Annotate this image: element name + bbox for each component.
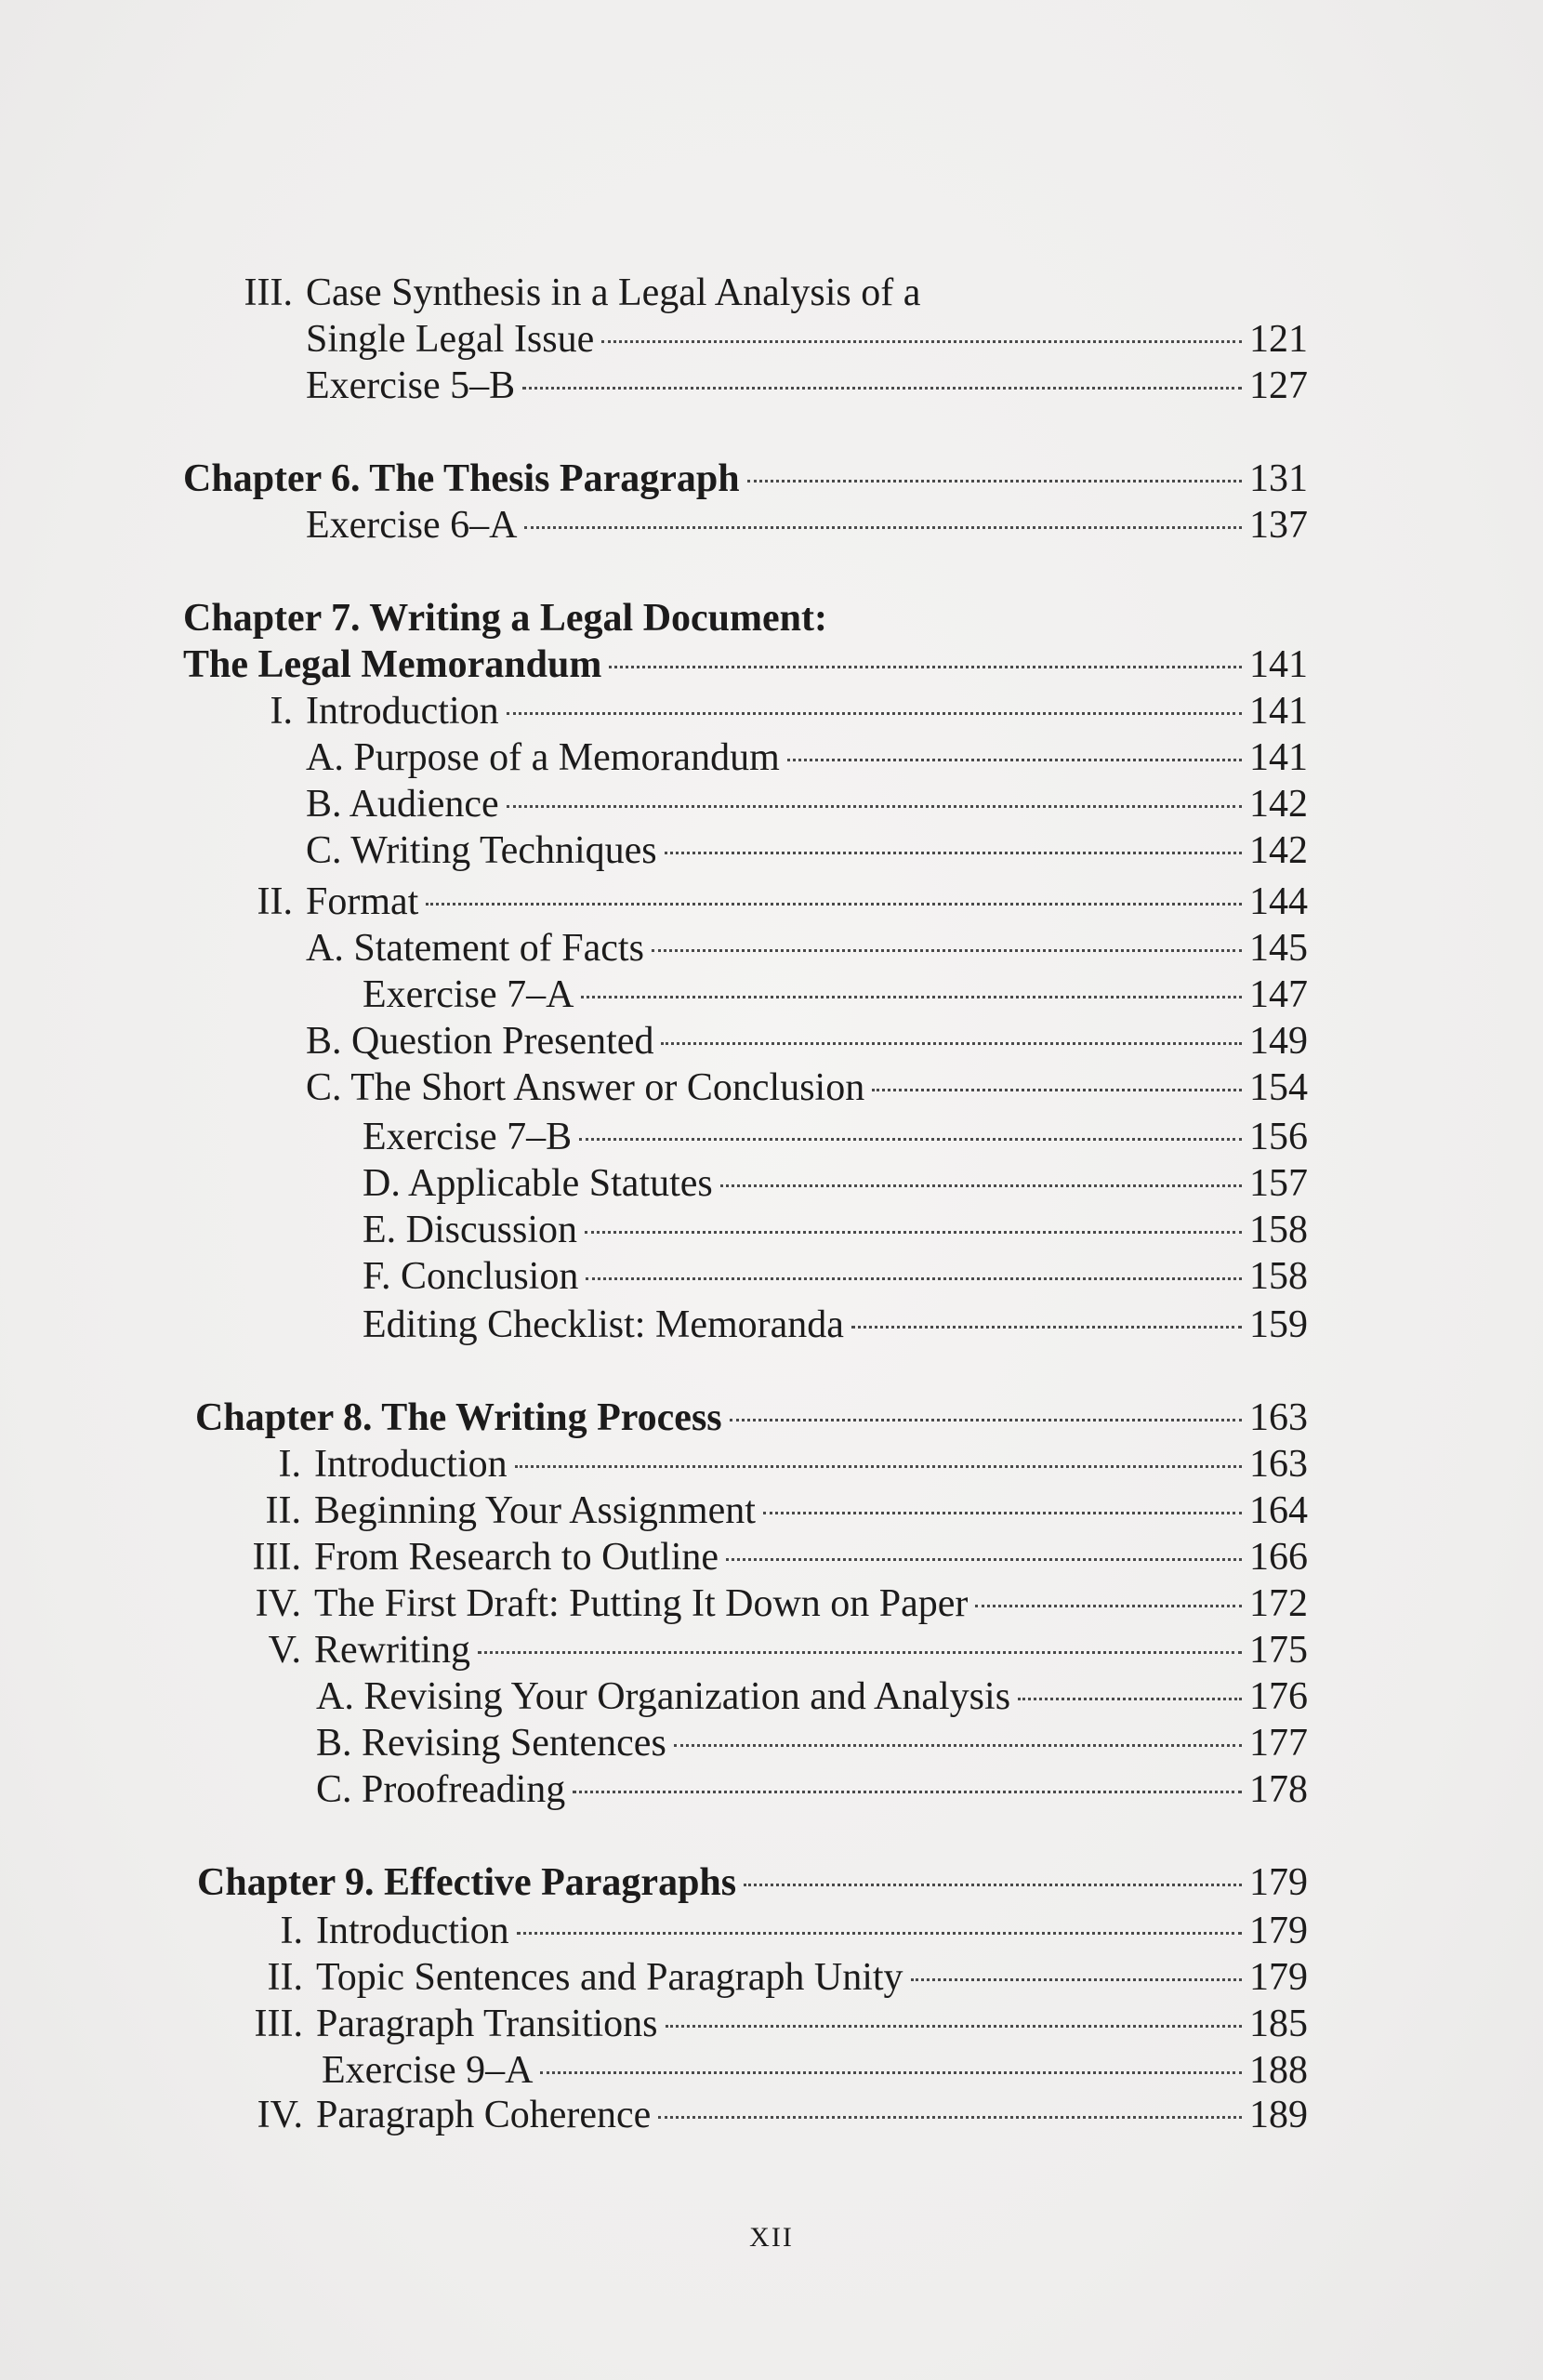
- toc-entry-title: C. Writing Techniques: [306, 829, 657, 872]
- toc-page-number: 177: [1249, 1722, 1308, 1765]
- dot-leader: [585, 1231, 1242, 1234]
- toc-page-number: 158: [1249, 1209, 1308, 1251]
- toc-entry-title: The First Draft: Putting It Down on Paper: [314, 1582, 969, 1625]
- toc-page-number: 189: [1249, 2094, 1308, 2136]
- toc-entry-title: D. Applicable Statutes: [363, 1162, 713, 1205]
- toc-page-number: 149: [1249, 1020, 1308, 1063]
- toc-entry-title: Editing Checklist: Memoranda: [363, 1303, 844, 1346]
- toc-entry: [316, 1766, 1308, 1813]
- toc-entry-title: C. The Short Answer or Conclusion: [306, 1066, 865, 1109]
- toc-entry-title: Exercise 7–A: [363, 973, 574, 1016]
- toc-page-number: 157: [1249, 1162, 1308, 1205]
- toc-entry: [306, 1018, 1308, 1064]
- toc-entry-title: B. Audience: [306, 783, 499, 826]
- dot-leader: [658, 2116, 1242, 2119]
- toc-entry-title: F. Conclusion: [363, 1255, 579, 1298]
- toc-entry-title: Topic Sentences and Paragraph Unity: [316, 1956, 903, 1999]
- toc-page-number: 137: [1249, 504, 1308, 547]
- toc-page-number: 163: [1249, 1443, 1308, 1486]
- toc-entry-title: B. Question Presented: [306, 1020, 654, 1063]
- toc-entry-title: Introduction: [314, 1443, 508, 1486]
- dot-leader: [730, 1419, 1242, 1421]
- toc-page-number: 178: [1249, 1768, 1308, 1811]
- toc-entry-title: A. Revising Your Organization and Analysis: [316, 1675, 1011, 1718]
- dot-leader: [975, 1605, 1242, 1607]
- toc-page-number: 142: [1249, 783, 1308, 826]
- toc-entry: [316, 1673, 1308, 1720]
- toc-entry-number: I.: [278, 1443, 301, 1486]
- dot-leader: [540, 2071, 1242, 2074]
- toc-entry-title: From Research to Outline: [314, 1536, 719, 1579]
- toc-entry-title: Exercise 6–A: [306, 504, 518, 547]
- toc-page-number: 145: [1249, 927, 1308, 970]
- toc-entry-number: II.: [265, 1489, 301, 1532]
- toc-chapter-entry: [183, 641, 1308, 688]
- toc-entry-title: Chapter 9. Effective Paragraphs: [197, 1861, 737, 1904]
- toc-entry-title: Chapter 7. Writing a Legal Document:: [183, 597, 827, 640]
- page-folio: XII: [749, 2222, 794, 2253]
- toc-entry: [244, 688, 1308, 734]
- toc-entry: [306, 502, 1308, 549]
- toc-entry-number: III.: [244, 271, 293, 314]
- toc-page-number: 176: [1249, 1675, 1308, 1718]
- toc-chapter-entry: [197, 1859, 1308, 1906]
- toc-entry: [363, 1253, 1308, 1300]
- dot-leader: [1018, 1698, 1242, 1700]
- toc-entry: [236, 2001, 1308, 2047]
- toc-entry-number: II.: [257, 880, 293, 923]
- dot-leader: [665, 852, 1242, 854]
- toc-entry: [363, 1160, 1308, 1207]
- dot-leader: [586, 1277, 1242, 1280]
- toc-entry-title: Case Synthesis in a Legal Analysis of a: [306, 271, 921, 314]
- dot-leader: [426, 903, 1242, 906]
- toc-entry-number: III.: [252, 1536, 301, 1579]
- toc-entry-number: V.: [268, 1629, 301, 1672]
- toc-entry: [245, 1954, 1308, 2001]
- dot-leader: [720, 1184, 1242, 1187]
- dot-leader: [609, 666, 1242, 668]
- toc-entry-title: Exercise 5–B: [306, 364, 516, 407]
- toc-entry-number: III.: [254, 2003, 303, 2045]
- toc-entry-title: Introduction: [306, 690, 499, 733]
- toc-entry-title: Exercise 7–B: [363, 1116, 573, 1158]
- toc-page-number: 179: [1249, 1861, 1308, 1904]
- toc-entry: [306, 734, 1308, 781]
- toc-entry-title: Introduction: [316, 1910, 509, 1952]
- toc-entry-title: The Legal Memorandum: [183, 643, 602, 686]
- toc-entry: [322, 2047, 1308, 2094]
- toc-entry: [306, 827, 1308, 874]
- toc-page-number: 179: [1249, 1910, 1308, 1952]
- toc-page-number: 141: [1249, 690, 1308, 733]
- dot-leader: [579, 1138, 1242, 1141]
- dot-leader: [601, 340, 1242, 343]
- toc-entry: [306, 1064, 1308, 1111]
- toc-page-number: 121: [1249, 318, 1308, 361]
- toc-page-number: 164: [1249, 1489, 1308, 1532]
- toc-entry: [237, 879, 1308, 925]
- dot-leader: [581, 996, 1242, 998]
- dot-leader: [872, 1089, 1242, 1091]
- toc-page-number: 144: [1249, 880, 1308, 923]
- toc-entry: [316, 1720, 1308, 1766]
- toc-entry: [363, 1302, 1308, 1348]
- toc-entry-title: C. Proofreading: [316, 1768, 566, 1811]
- toc-entry-title: Chapter 6. The Thesis Paragraph: [183, 457, 740, 500]
- toc-entry-title: Rewriting: [314, 1629, 470, 1672]
- toc-entry-title: Single Legal Issue: [306, 318, 595, 361]
- toc-entry: [251, 1908, 1308, 1954]
- toc-entry: [306, 781, 1308, 827]
- toc-entry-title: Chapter 8. The Writing Process: [195, 1396, 722, 1439]
- toc-page-number: 127: [1249, 364, 1308, 407]
- toc-entry-title: A. Purpose of a Memorandum: [306, 736, 780, 779]
- toc-page-number: 131: [1249, 457, 1308, 500]
- toc-page-number: 159: [1249, 1303, 1308, 1346]
- toc-entry: [238, 2092, 1308, 2138]
- dot-leader: [478, 1651, 1242, 1654]
- toc-entry: [363, 1207, 1308, 1253]
- toc-page-number: 179: [1249, 1956, 1308, 1999]
- toc-entry-number: I.: [280, 1910, 303, 1952]
- toc-entry: [306, 363, 1308, 409]
- toc-entry-number: II.: [267, 1956, 303, 1999]
- toc-entry-title: Exercise 9–A: [322, 2049, 534, 2092]
- toc-entry: [306, 316, 1308, 363]
- toc-page-number: 166: [1249, 1536, 1308, 1579]
- toc-page-number: 163: [1249, 1396, 1308, 1439]
- toc-entry: [251, 1627, 1308, 1673]
- toc-chapter-entry: [183, 456, 1308, 502]
- dot-leader: [787, 759, 1242, 761]
- toc-entry: [220, 270, 920, 316]
- toc-page-number: 156: [1249, 1116, 1308, 1158]
- toc-page-number: 141: [1249, 736, 1308, 779]
- toc-entry-title: Format: [306, 880, 419, 923]
- toc-page-number: 175: [1249, 1629, 1308, 1672]
- toc-entry-number: IV.: [255, 1582, 301, 1625]
- dot-leader: [515, 1465, 1242, 1468]
- toc-entry-title: B. Revising Sentences: [316, 1722, 666, 1765]
- toc-entry: [306, 925, 1308, 972]
- toc-entry: [363, 1114, 1308, 1160]
- dot-leader: [573, 1791, 1242, 1793]
- dot-leader: [744, 1884, 1242, 1886]
- toc-entry: [251, 1441, 1308, 1488]
- toc-entry-number: IV.: [257, 2094, 303, 2136]
- toc-page-number: 147: [1249, 973, 1308, 1016]
- dot-leader: [507, 805, 1242, 808]
- toc-entry-title: Paragraph Transitions: [316, 2003, 658, 2045]
- toc-page-number: 142: [1249, 829, 1308, 872]
- dot-leader: [524, 526, 1242, 529]
- toc-entry-title: Beginning Your Assignment: [314, 1489, 756, 1532]
- dot-leader: [726, 1558, 1242, 1561]
- dot-leader: [507, 712, 1242, 715]
- toc-entry: [234, 1580, 1308, 1627]
- toc-page-number: 188: [1249, 2049, 1308, 2092]
- toc-page-number: 141: [1249, 643, 1308, 686]
- toc-entry: [363, 972, 1308, 1018]
- dot-leader: [522, 387, 1242, 390]
- dot-leader: [661, 1042, 1242, 1045]
- dot-leader: [674, 1744, 1242, 1747]
- toc-entry-title: A. Statement of Facts: [306, 927, 644, 970]
- dot-leader: [652, 949, 1242, 952]
- toc-entry: [244, 1488, 1308, 1534]
- toc-chapter-entry: [195, 1395, 1308, 1441]
- toc-entry: [232, 1534, 1308, 1580]
- toc-page-number: 172: [1249, 1582, 1308, 1625]
- dot-leader: [517, 1932, 1242, 1935]
- toc-chapter-entry: [183, 595, 827, 641]
- dot-leader: [851, 1326, 1242, 1329]
- dot-leader: [666, 2025, 1243, 2028]
- toc-entry-number: I.: [270, 690, 293, 733]
- toc-page-number: 185: [1249, 2003, 1308, 2045]
- toc-page-number: 154: [1249, 1066, 1308, 1109]
- dot-leader: [763, 1512, 1242, 1514]
- toc-entry-title: Paragraph Coherence: [316, 2094, 652, 2136]
- dot-leader: [747, 480, 1242, 483]
- toc-page-number: 158: [1249, 1255, 1308, 1298]
- toc-entry-title: E. Discussion: [363, 1209, 577, 1251]
- dot-leader: [911, 1978, 1242, 1981]
